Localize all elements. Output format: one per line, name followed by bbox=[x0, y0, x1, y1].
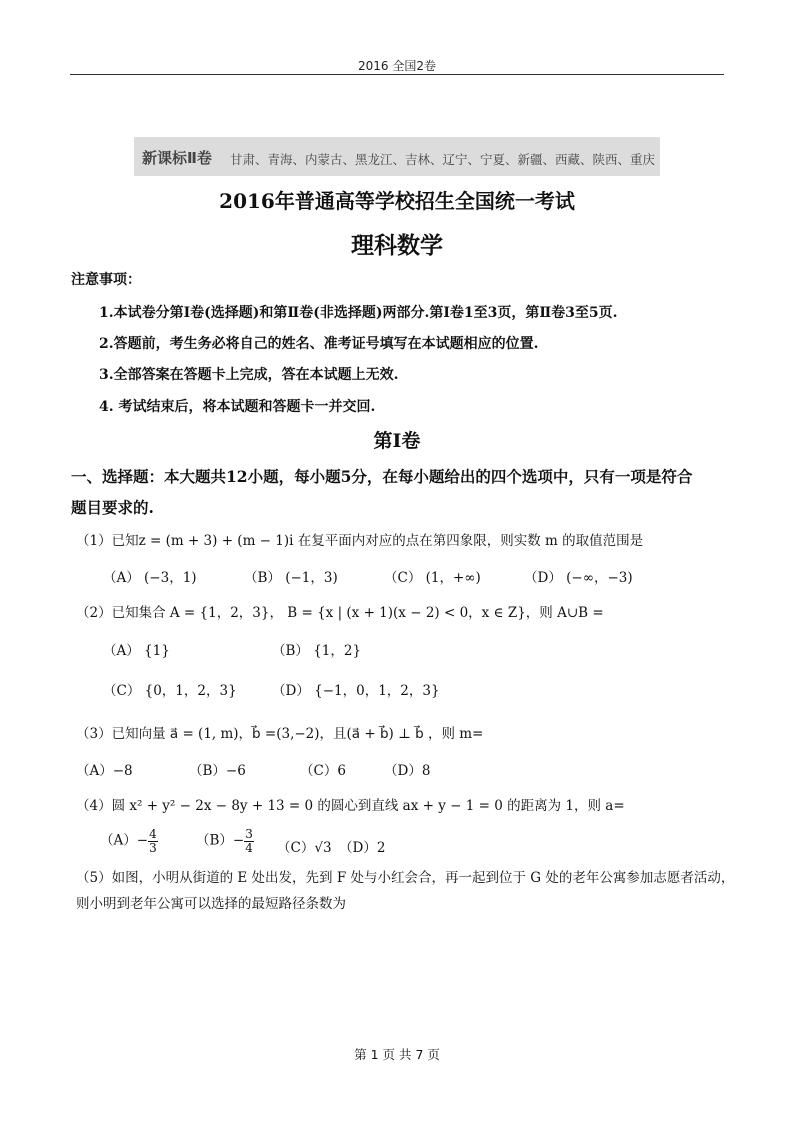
question-1-option-c: （C） (1，+∞) bbox=[384, 570, 481, 586]
question-1-option-a: （A） (−3，1) bbox=[103, 570, 197, 586]
question-1-option-b: （B） (−1，3) bbox=[244, 570, 338, 586]
note-item: 3.全部答案在答题卡上完成，答在本试题上无效. bbox=[99, 367, 399, 383]
question-4-option-c bbox=[277, 836, 332, 856]
fraction bbox=[244, 828, 254, 854]
question-1-option-d: （D） (−∞，−3) bbox=[524, 570, 633, 586]
question-3-option-b: （B）−6 bbox=[189, 763, 246, 779]
note-item: 4. 考试结束后，将本试题和答题卡一并交回. bbox=[99, 399, 376, 415]
option-value: 2 bbox=[376, 840, 386, 856]
exam-title: 2016年普通高等学校招生全国统一考试 bbox=[219, 189, 575, 213]
question-3-stem: （3）已知向量 a⃗ = (1, m)，b⃗ =(3,−2)，且(a⃗ + b⃗) ⊥ b⃗ ，则 m= bbox=[76, 726, 484, 742]
question-5-stem-cont: 则小明到老年公寓可以选择的最短路径条数为 bbox=[76, 896, 346, 912]
option-label: （A） bbox=[100, 832, 137, 849]
question-5-stem: （5）如图，小明从街道的 E 处出发，先到 F 处与小红会合，再一起到位于 G 处的老年公寓参加志愿者活动， bbox=[76, 870, 735, 886]
question-4-option-a bbox=[100, 828, 158, 854]
option-value: √3 bbox=[314, 840, 332, 856]
option-label: （C） bbox=[277, 840, 315, 856]
option-sign: − bbox=[136, 832, 149, 849]
page-footer: 第 1 页 共 7 页 bbox=[354, 1047, 440, 1062]
question-2-option-b: （B） {1，2} bbox=[272, 643, 362, 659]
notes-heading: 注意事项： bbox=[71, 272, 141, 288]
option-label: （D） bbox=[339, 840, 377, 856]
question-2-option-a: （A） {1} bbox=[103, 643, 170, 659]
question-3-option-c: （C）6 bbox=[300, 763, 346, 779]
region-banner bbox=[134, 137, 660, 176]
option-label: （B） bbox=[196, 832, 233, 849]
question-2-option-d: （D） {−1，0，1，2，3} bbox=[272, 683, 440, 699]
question-4-stem: （4）圆 x² + y² − 2x − 8y + 13 = 0 的圆心到直线 ax + y − 1 = 0 的距离为 1，则 a= bbox=[76, 798, 625, 814]
numerator: 3 bbox=[245, 827, 253, 841]
banner-title: 新课标Ⅱ卷 bbox=[142, 149, 212, 167]
section-title: 第Ⅰ卷 bbox=[373, 430, 421, 452]
section-instruction: 一、选择题：本大题共12小题，每小题5分，在每小题给出的四个选项中，只有一项是符合 bbox=[71, 467, 693, 486]
section-instruction-cont: 题目要求的. bbox=[71, 498, 154, 517]
note-item: 1.本试卷分第Ⅰ卷(选择题)和第Ⅱ卷(非选择题)两部分.第Ⅰ卷1至3页，第Ⅱ卷3至5页. bbox=[99, 305, 618, 321]
question-1-stem: （1）已知z = (m + 3) + (m − 1)i 在复平面内对应的点在第四象限，则实数 m 的取值范围是 bbox=[76, 533, 644, 549]
option-sign: − bbox=[232, 832, 245, 849]
question-2-stem: （2）已知集合 A = {1，2，3}， B = {x | (x + 1)(x − 2) < 0，x ∈ Z}，则 A∪B = bbox=[76, 605, 604, 621]
question-3-option-a: （A）−8 bbox=[76, 763, 133, 779]
page-header: 2016 全国2卷 bbox=[358, 59, 436, 73]
header-rule bbox=[70, 74, 724, 75]
question-2-option-c: （C） {0，1，2，3} bbox=[103, 683, 237, 699]
denominator: 3 bbox=[149, 840, 157, 855]
numerator: 4 bbox=[149, 827, 157, 841]
question-4-option-b bbox=[196, 828, 254, 854]
denominator: 4 bbox=[245, 840, 253, 855]
fraction bbox=[148, 828, 158, 854]
banner-regions: 甘肃、青海、内蒙古、黑龙江、吉林、辽宁、宁夏、新疆、西藏、陕西、重庆 bbox=[230, 152, 656, 167]
note-item: 2.答题前，考生务必将自己的姓名、准考证号填写在本试题相应的位置. bbox=[99, 336, 539, 352]
question-4-option-d bbox=[339, 836, 385, 856]
subject-title: 理科数学 bbox=[351, 232, 443, 259]
question-3-option-d: （D）8 bbox=[384, 763, 431, 779]
